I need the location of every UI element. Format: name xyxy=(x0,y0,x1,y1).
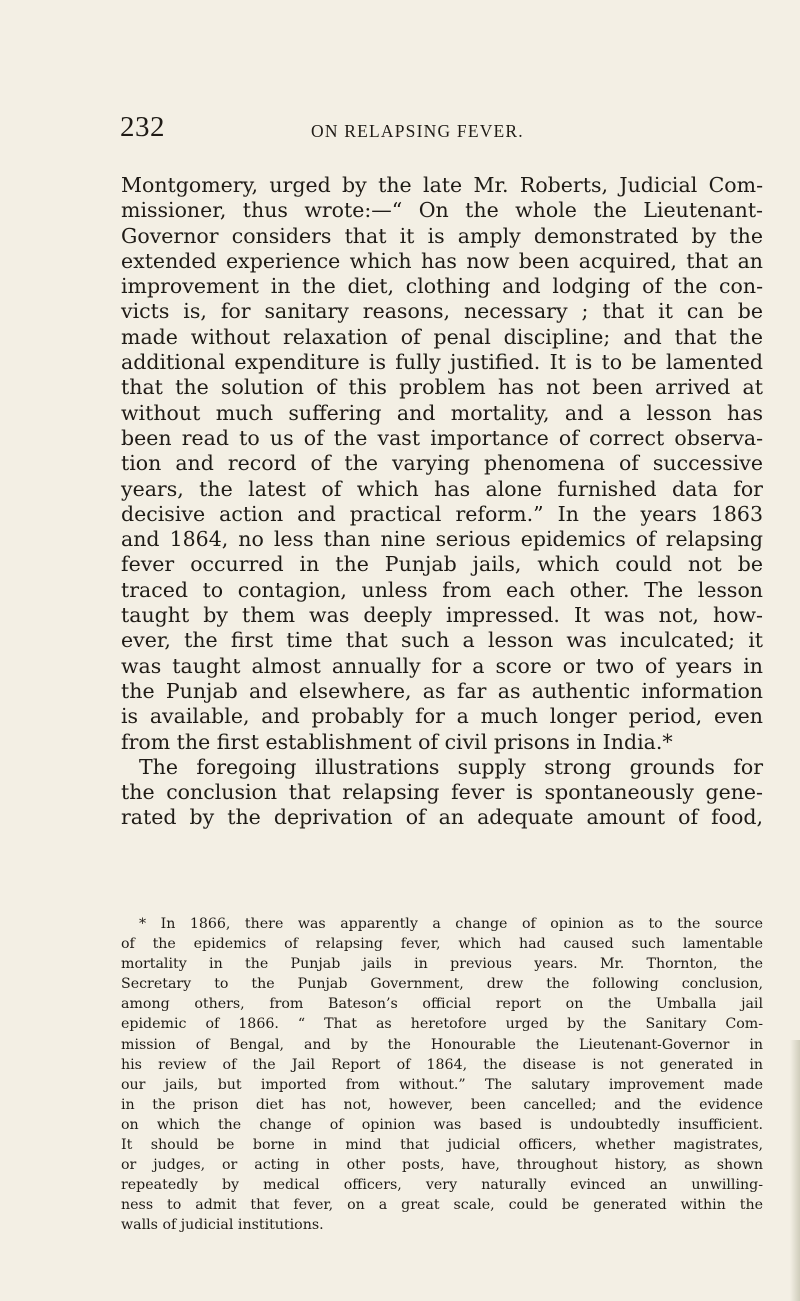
body-line: victs is, for sanitary reasons, necessary ; that it can be xyxy=(121,299,763,324)
footnote-line: or judges, or acting in other posts, have, throughout history, as shown xyxy=(121,1157,763,1174)
body-line: the Punjab and elsewhere, as far as authentic information xyxy=(121,678,763,703)
footnote-line: Secretary to the Punjab Government, drew the following conclusion, xyxy=(121,976,763,993)
footnote-line: among others, from Bateson’s official report on the Umballa jail xyxy=(121,996,763,1013)
footnote-line: our jails, but imported from without.” The salutary improvement made xyxy=(121,1076,763,1093)
footnote-line: walls of judicial institutions. xyxy=(121,1217,324,1234)
body-line: tion and record of the varying phenomena of successive xyxy=(121,451,763,476)
footnote xyxy=(121,914,763,1236)
page-number: 232 xyxy=(120,111,165,143)
body-line: additional expenditure is fully justified. It is to be lamented xyxy=(121,350,763,375)
body-line: fever occurred in the Punjab jails, which could not be xyxy=(121,552,763,577)
body-line: Governor considers that it is amply demonstrated by the xyxy=(121,223,763,248)
body-line: improvement in the diet, clothing and lodging of the con- xyxy=(121,274,763,299)
body-line: years, the latest of which has alone furnished data for xyxy=(121,476,763,501)
footnote-line: his review of the Jail Report of 1864, the disease is not generated in xyxy=(121,1056,763,1073)
body-line: Montgomery, urged by the late Mr. Roberts, Judicial Com- xyxy=(121,173,763,197)
body-line: was taught almost annually for a score or two of years in xyxy=(121,653,763,678)
body-line: taught by them was deeply impressed. It was not, how- xyxy=(121,603,763,628)
page-edge-shadow xyxy=(790,1040,800,1301)
footnote-line: on which the change of opinion was based is undoubtedly insufficient. xyxy=(121,1116,763,1133)
footnote-line: mortality in the Punjab jails in previous years. Mr. Thornton, the xyxy=(121,956,763,973)
footnote-line: It should be borne in mind that judicial officers, whether magistrates, xyxy=(121,1137,763,1154)
running-head: ON RELAPSING FEVER. xyxy=(311,121,524,141)
body-line: decisive action and practical reform.” In the years 1863 xyxy=(121,501,763,526)
footnote-line: epidemic of 1866. “ That as heretofore urged by the Sanitary Com- xyxy=(121,1016,763,1033)
body-line: The foregoing illustrations supply strong grounds for xyxy=(139,754,763,779)
page-header xyxy=(120,112,760,152)
body-line: made without relaxation of penal discipline; and that the xyxy=(121,324,763,349)
body-line: rated by the deprivation of an adequate amount of food, xyxy=(121,805,763,830)
body-line: from the first establishment of civil prisons in India.* xyxy=(121,729,673,754)
footnote-line: repeatedly by medical officers, very naturally evinced an unwilling- xyxy=(121,1177,763,1194)
footnote-line: ness to admit that fever, on a great scale, could be generated within the xyxy=(121,1197,763,1214)
body-line: the conclusion that relapsing fever is spontaneously gene- xyxy=(121,780,763,805)
footnote-line: of the epidemics of relapsing fever, which had caused such lamentable xyxy=(121,936,763,953)
footnote-line: * In 1866, there was apparently a change of opinion as to the source xyxy=(139,916,763,932)
body-line: missioner, thus wrote:—“ On the whole the Lieutenant- xyxy=(121,198,763,223)
body-line: extended experience which has now been acquired, that an xyxy=(121,248,763,273)
body-line: without much suffering and mortality, and a lesson has xyxy=(121,400,763,425)
body-line: ever, the first time that such a lesson was inculcated; it xyxy=(121,628,763,653)
footnote-line: in the prison diet has not, however, been cancelled; and the evidence xyxy=(121,1096,763,1113)
body-line: been read to us of the vast importance of correct observa- xyxy=(121,425,763,450)
body-line: traced to contagion, unless from each other. The lesson xyxy=(121,577,763,602)
footnote-line: mission of Bengal, and by the Honourable the Lieutenant-Governor in xyxy=(121,1036,763,1053)
body-line: and 1864, no less than nine serious epidemics of relapsing xyxy=(121,527,763,552)
body-text xyxy=(121,173,763,831)
body-line: that the solution of this problem has not been arrived at xyxy=(121,375,763,400)
body-line: is available, and probably for a much longer period, even xyxy=(121,704,763,729)
